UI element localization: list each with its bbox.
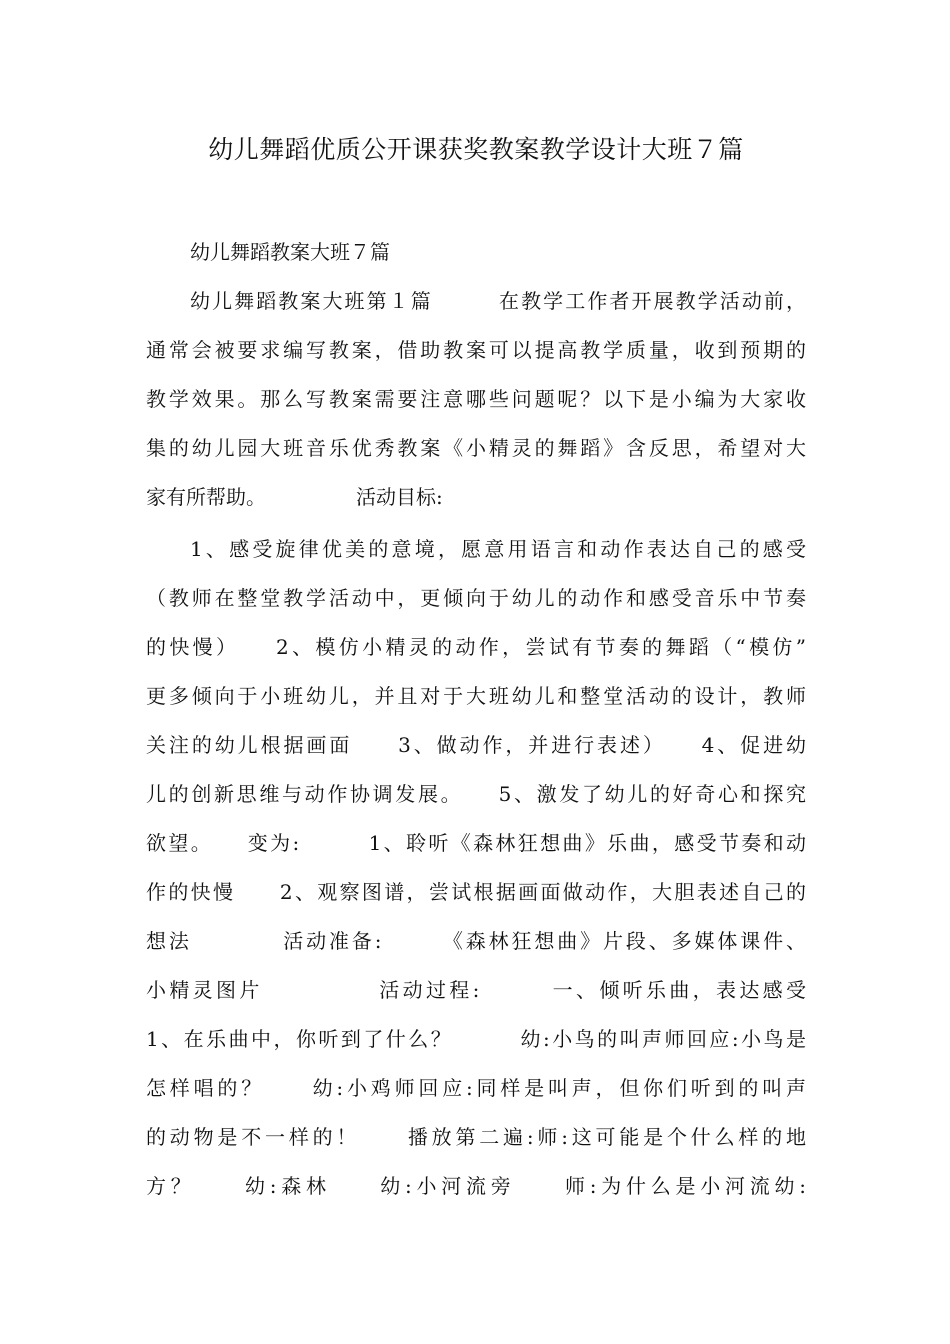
paragraph-line: 集的幼儿园大班音乐优秀教案《小精灵的舞蹈》含反思，希望对大: [146, 436, 806, 460]
paragraph-line: 的快慢） 2、模仿小精灵的动作，尝试有节奏的舞蹈（“模仿”: [146, 635, 806, 659]
paragraph-line: （教师在整堂教学活动中，更倾向于幼儿的动作和感受音乐中节奏: [146, 586, 806, 610]
paragraph-line: 儿的创新思维与动作协调发展。 5、激发了幼儿的好奇心和探究: [146, 782, 806, 806]
paragraph-line: 教学效果。那么写教案需要注意哪些问题呢？以下是小编为大家收: [146, 387, 806, 411]
paragraph-line: 作的快慢 2、观察图谱，尝试根据画面做动作，大胆表述自己的: [146, 880, 806, 904]
paragraph-line: 想法 活动准备: 《森林狂想曲》片段、多媒体课件、: [146, 929, 806, 953]
document-title: 幼儿舞蹈优质公开课获奖教案教学设计大班７篇: [208, 135, 744, 164]
paragraph-line: 家有所帮助。 活动目标:: [146, 485, 443, 509]
paragraph-line: 的动物是不一样的！ 播放第二遍:师:这可能是个什么样的地: [146, 1125, 806, 1149]
paragraph-line: 通常会被要求编写教案，借助教案可以提高教学质量，收到预期的: [146, 338, 806, 362]
paragraph-line: 1、在乐曲中，你听到了什么？ 幼:小鸟的叫声师回应:小鸟是: [146, 1027, 806, 1051]
paragraph-line: 方？ 幼:森林 幼:小河流旁 师:为什么是小河流幼:: [146, 1174, 806, 1198]
paragraph-line: 幼儿舞蹈教案大班第１篇 在教学工作者开展教学活动前，: [190, 289, 806, 313]
paragraph-line: 小精灵图片 活动过程: 一、倾听乐曲，表达感受: [146, 978, 806, 1002]
paragraph-line: 更多倾向于小班幼儿，并且对于大班幼儿和整堂活动的设计，教师: [146, 684, 806, 708]
paragraph-line: 怎样唱的？ 幼:小鸡师回应:同样是叫声，但你们听到的叫声: [146, 1076, 806, 1100]
paragraph-line: 1、感受旋律优美的意境，愿意用语言和动作表达自己的感受: [190, 537, 806, 561]
paragraph-line: 欲望。 变为: 1、聆听《森林狂想曲》乐曲，感受节奏和动: [146, 831, 806, 855]
paragraph-line: 关注的幼儿根据画面 3、做动作，并进行表述） 4、促进幼: [146, 733, 806, 757]
document-subtitle: 幼儿舞蹈教案大班７篇: [190, 240, 390, 264]
